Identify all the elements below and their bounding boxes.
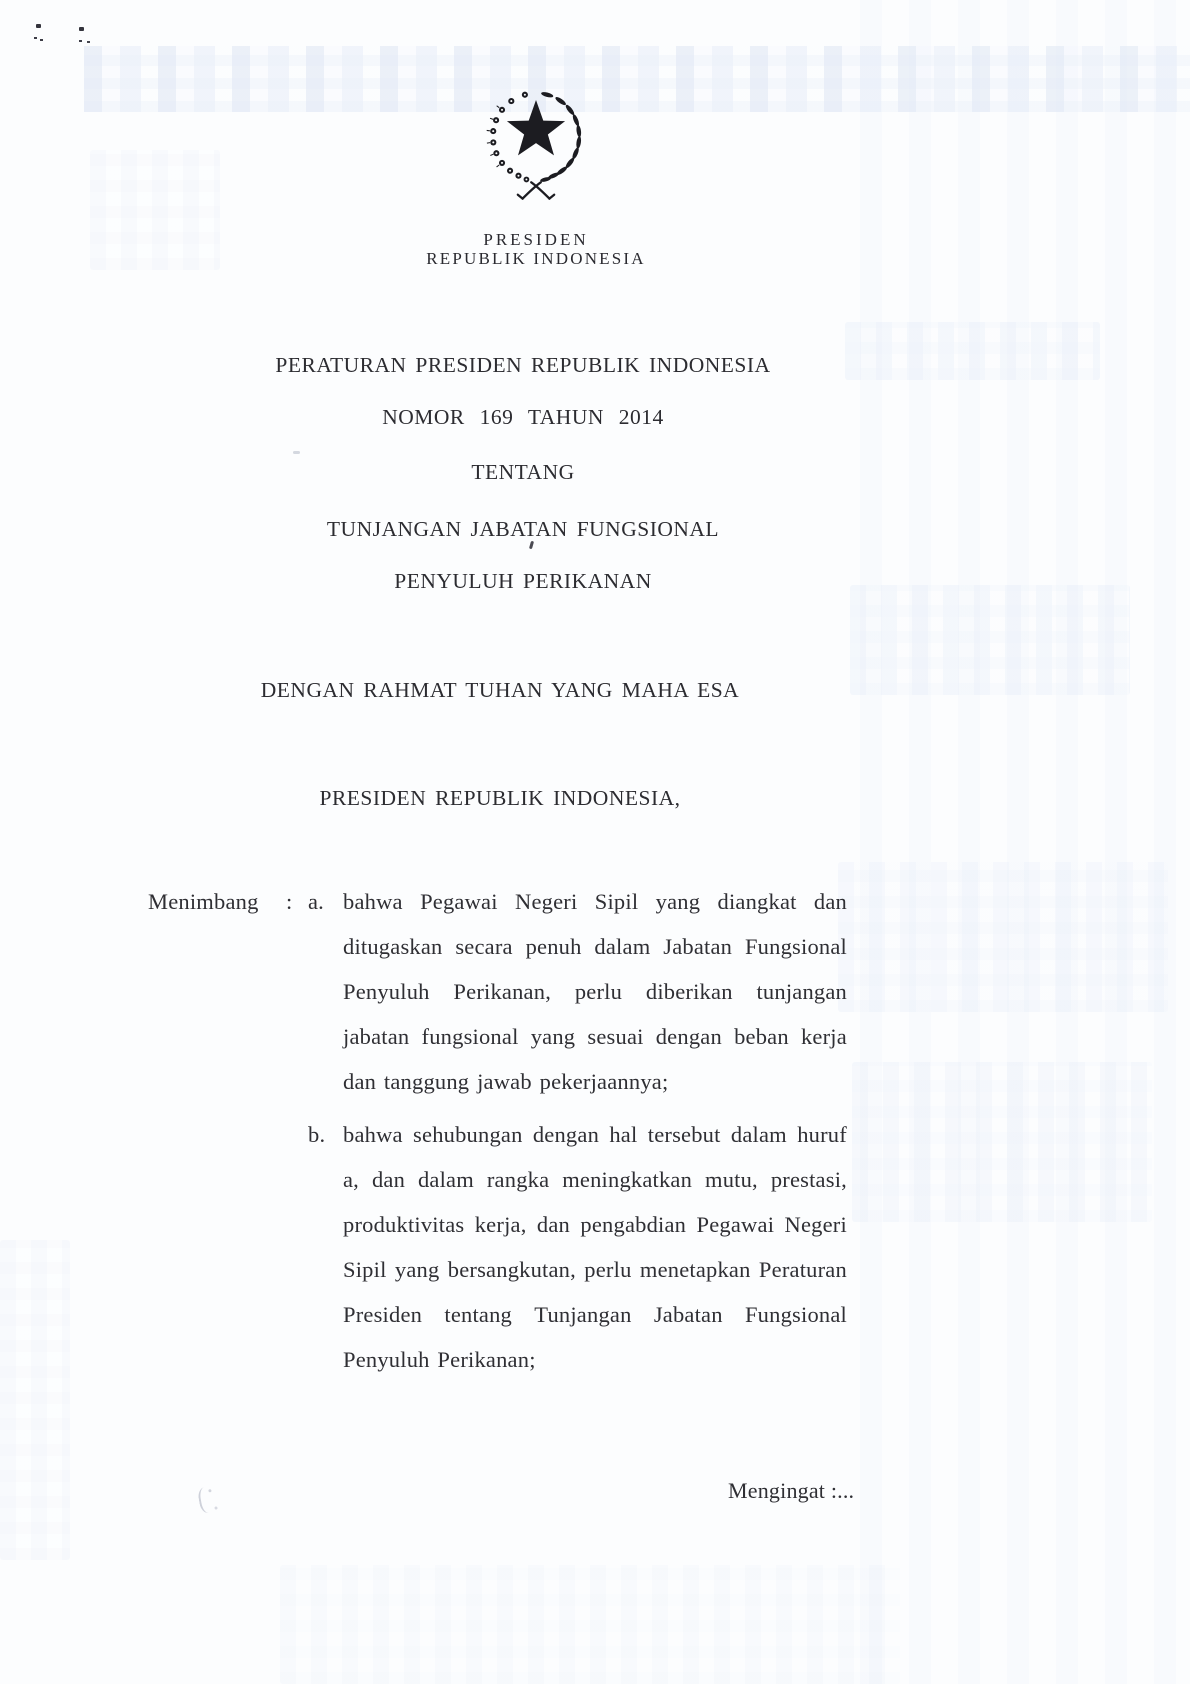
paragraph-line: Sipil yang bersangkutan, perlu menetapkan Peraturan xyxy=(343,1257,847,1282)
item-marker: a. xyxy=(308,889,325,914)
paragraph-line: Penyuluh Perikanan; xyxy=(343,1347,536,1372)
consideration-item-b xyxy=(308,1112,847,1382)
item-paragraph xyxy=(343,879,847,1104)
ink-smudge xyxy=(79,27,84,31)
preamble-invocation: DENGAN RAHMAT TUHAN YANG MAHA ESA xyxy=(260,678,740,702)
scan-noise-patch xyxy=(0,1240,70,1560)
preamble-authority: PRESIDEN REPUBLIK INDONESIA, xyxy=(319,786,681,810)
ink-smudge xyxy=(36,24,41,28)
consideration-item-a xyxy=(308,879,847,1104)
title-tentang: TENTANG xyxy=(471,460,575,484)
scan-noise-band-top xyxy=(84,46,1190,112)
letterhead-republik-indonesia: REPUBLIK INDONESIA xyxy=(426,249,646,268)
paragraph-line: Presiden tentang Tunjangan Jabatan Fungsional xyxy=(343,1302,847,1327)
paragraph-line: dan tanggung jawab pekerjaannya; xyxy=(343,1069,669,1094)
scan-noise-band-right xyxy=(860,0,1190,1684)
paragraph-line: bahwa sehubungan dengan hal tersebut dalam huruf xyxy=(343,1122,847,1147)
paragraph-line: produktivitas kerja, dan pengabdian Pegawai Negeri xyxy=(343,1212,847,1237)
scan-noise-patch xyxy=(90,150,220,270)
paragraph-line: a, dan dalam rangka meningkatkan mutu, prestasi, xyxy=(343,1167,847,1192)
catchword-mengingat: Mengingat :... xyxy=(728,1478,855,1503)
item-paragraph xyxy=(343,1112,847,1382)
title-subject-line1: TUNJANGAN JABATAN FUNGSIONAL xyxy=(326,517,720,541)
considerations-separator: : xyxy=(286,889,293,914)
paragraph-line: bahwa Pegawai Negeri Sipil yang diangkat dan xyxy=(343,889,847,914)
letterhead xyxy=(386,230,686,268)
paragraph-line: ditugaskan secara penuh dalam Jabatan Fungsional xyxy=(343,934,847,959)
item-marker: b. xyxy=(308,1122,326,1147)
title-peraturan: PERATURAN PRESIDEN REPUBLIK INDONESIA xyxy=(275,353,771,377)
scan-noise-patch xyxy=(838,862,1168,1012)
scan-speck xyxy=(529,541,534,550)
paragraph-line: Penyuluh Perikanan, perlu diberikan tunjangan xyxy=(343,979,847,1004)
paragraph-line: jabatan fungsional yang sesuai dengan beban kerja xyxy=(343,1024,847,1049)
scan-noise-patch xyxy=(280,1565,900,1684)
title-subject-line2: PENYULUH PERIKANAN xyxy=(394,569,652,593)
scan-speck xyxy=(293,451,300,454)
letterhead-presiden: PRESIDEN xyxy=(483,230,589,249)
presidential-star-wreath-emblem-icon xyxy=(469,82,603,208)
considerations-label: Menimbang xyxy=(148,889,259,914)
title-nomor-tahun: NOMOR 169 TAHUN 2014 xyxy=(382,405,664,429)
scan-noise-patch xyxy=(852,1062,1152,1222)
pencil-mark xyxy=(197,1486,216,1514)
